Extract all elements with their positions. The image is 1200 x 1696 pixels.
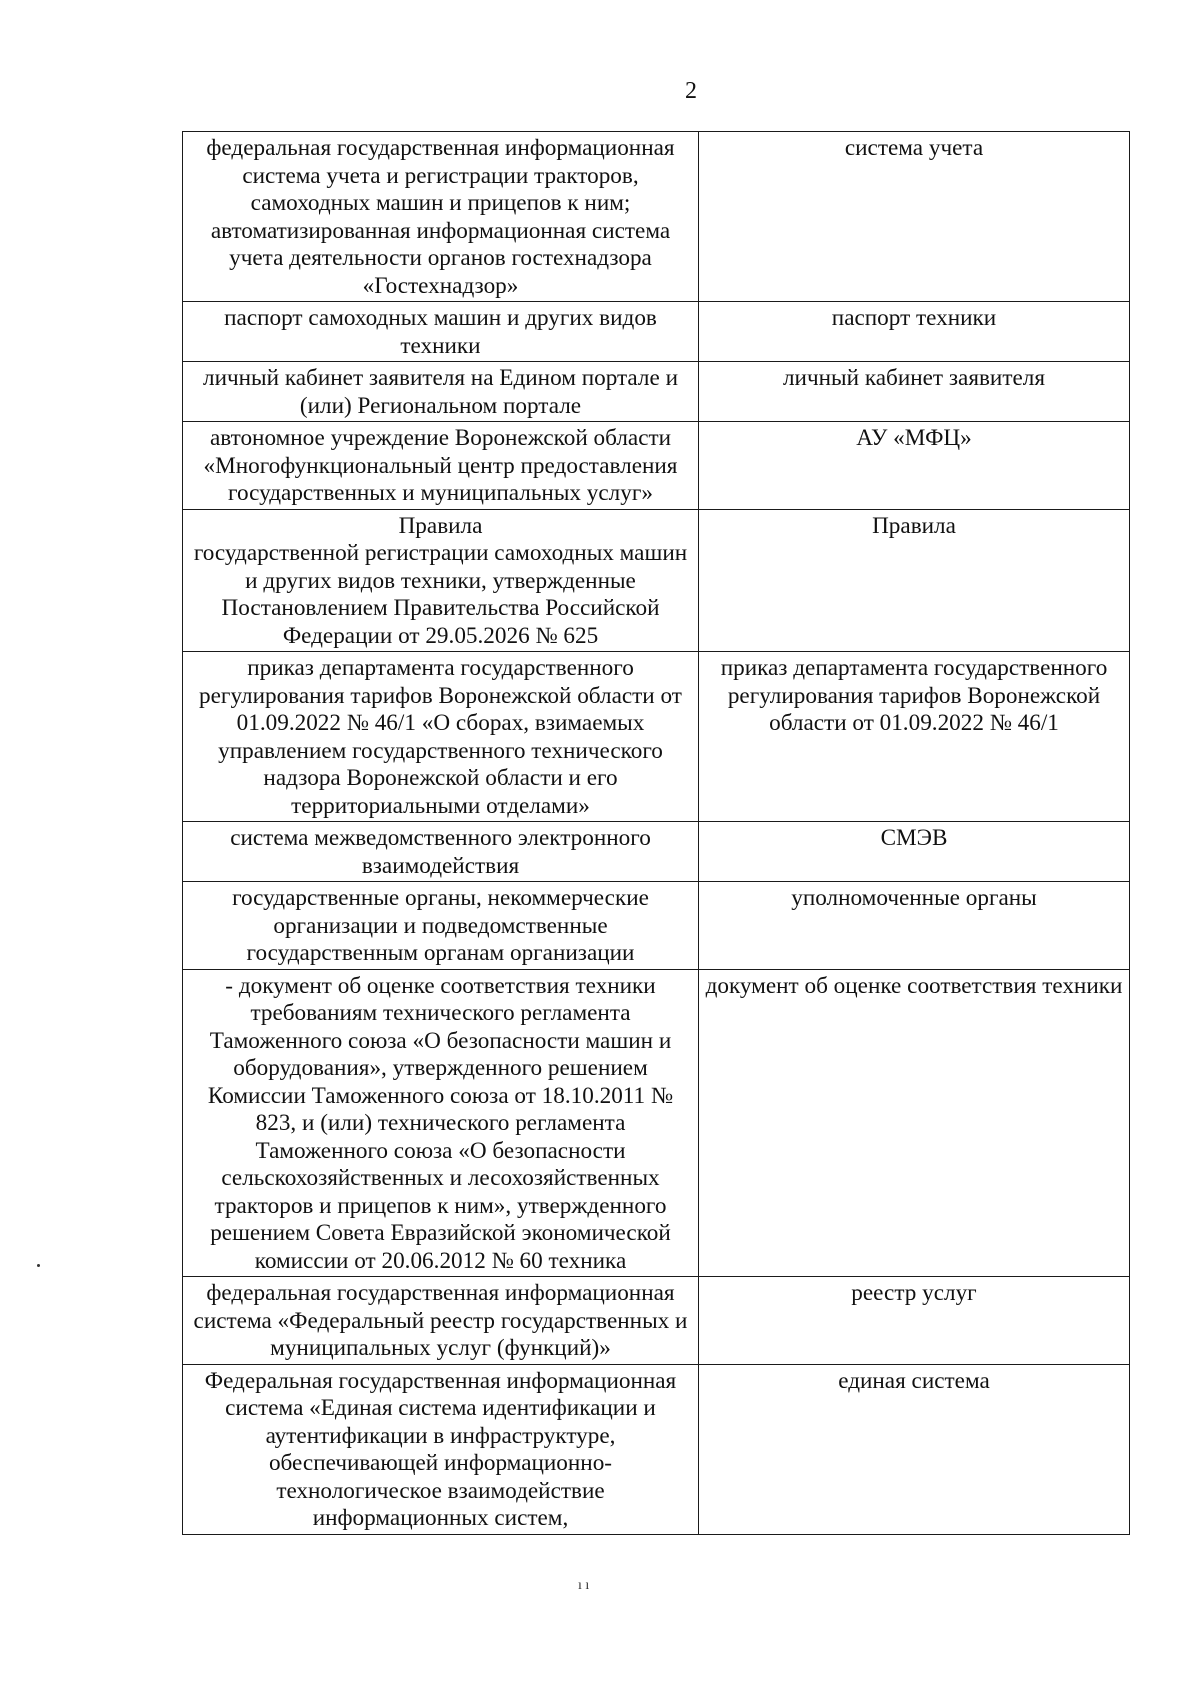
short-term-cell: документ об оценке соответствия техники [699, 969, 1130, 1277]
full-term-cell: Федеральная государственная информационная система «Единая система идентификации и аутентификации в инфраструктуре, обеспечивающей информационно-технологическое взаимодействие информационных систем, [183, 1364, 699, 1534]
short-term-cell: паспорт техники [699, 302, 1130, 362]
table-row [183, 509, 1130, 652]
table-row [183, 882, 1130, 970]
full-term-cell: система межведомственного электронного взаимодействия [183, 822, 699, 882]
table-row [183, 302, 1130, 362]
full-term-cell: автономное учреждение Воронежской области «Многофункциональный центр предоставления государственных и муниципальных услуг» [183, 422, 699, 510]
full-term-cell: государственные органы, некоммерческие организации и подведомственные государственным органам организации [183, 882, 699, 970]
table-row [183, 1277, 1130, 1365]
footer-mark: ı ı [578, 1578, 590, 1593]
table-row [183, 362, 1130, 422]
short-term-cell: приказ департамента государственного регулирования тарифов Воронежской области от 01.09.2022 № 46/1 [699, 652, 1130, 822]
table-row [183, 969, 1130, 1277]
full-term-cell: федеральная государственная информационная система учета и регистрации тракторов, самоходных машин и прицепов к ним; автоматизированная информационная система учета деятельности органов гостехнадзора «Гостехнадзор» [183, 132, 699, 302]
short-term-cell: личный кабинет заявителя [699, 362, 1130, 422]
table-row [183, 1364, 1130, 1534]
terms-table [182, 131, 1130, 1535]
full-term-cell: приказ департамента государственного регулирования тарифов Воронежской области от 01.09.2022 № 46/1 «О сборах, взимаемых управлением государственного технического надзора Воронежской области и его территориальными отделами» [183, 652, 699, 822]
full-term-cell: федеральная государственная информационная система «Федеральный реестр государственных и муниципальных услуг (функций)» [183, 1277, 699, 1365]
full-term-cell: Правила государственной регистрации самоходных машин и других видов техники, утвержденные Постановлением Правительства Российской Федерации от 29.05.2026 № 625 [183, 509, 699, 652]
short-term-cell: СМЭВ [699, 822, 1130, 882]
page-number: 2 [685, 78, 697, 104]
full-term-cell: - документ об оценке соответствия техники требованиям технического регламента Таможенного союза «О безопасности машин и оборудования», утвержденного решением Комиссии Таможенного союза от 18.10.2011 № 823, и (или) технического регламента Таможенного союза «О безопасности сельскохозяйственных и лесохозяйственных тракторов и прицепов к ним», утвержденного решением Совета Евразийской экономической комиссии от 20.06.2012 № 60 техника [183, 969, 699, 1277]
table-row [183, 422, 1130, 510]
short-term-cell: АУ «МФЦ» [699, 422, 1130, 510]
short-term-cell: Правила [699, 509, 1130, 652]
full-term-cell: личный кабинет заявителя на Едином портале и (или) Региональном портале [183, 362, 699, 422]
table-row [183, 822, 1130, 882]
table-row [183, 652, 1130, 822]
full-term-cell: паспорт самоходных машин и других видов техники [183, 302, 699, 362]
short-term-cell: система учета [699, 132, 1130, 302]
table-row [183, 132, 1130, 302]
scan-speck [37, 1264, 40, 1267]
short-term-cell: уполномоченные органы [699, 882, 1130, 970]
short-term-cell: реестр услуг [699, 1277, 1130, 1365]
short-term-cell: единая система [699, 1364, 1130, 1534]
